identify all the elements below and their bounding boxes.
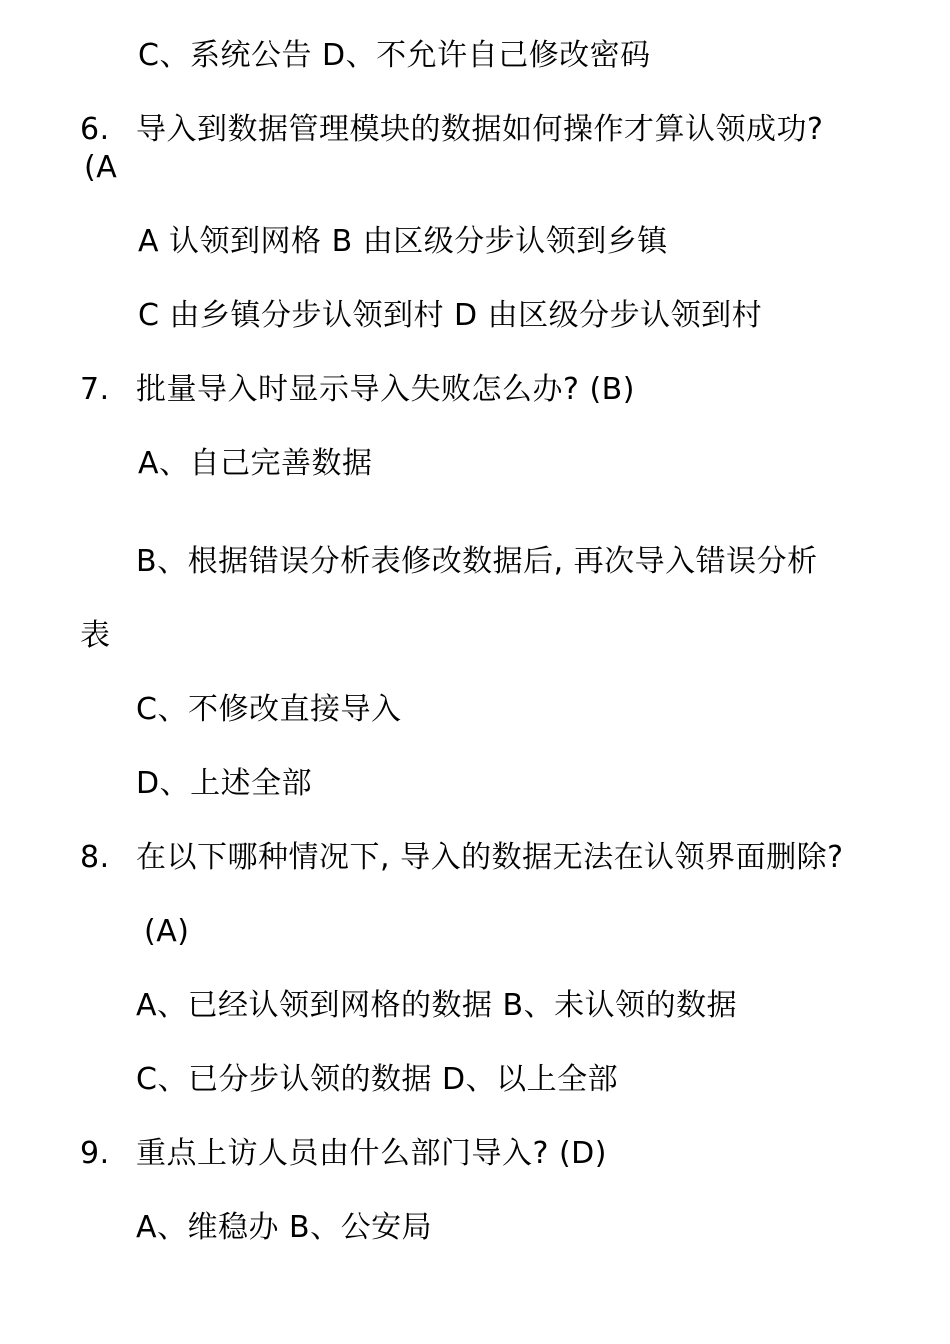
- q8-stem: 在以下哪种情况下, 导入的数据无法在认领界面删除?: [136, 840, 844, 875]
- q9-number: 9.: [80, 1136, 110, 1171]
- q6-answer: (A: [84, 150, 118, 185]
- q8-question: [80, 840, 844, 876]
- q7-number: 7.: [80, 372, 110, 407]
- q7-option-d: D、上述全部: [136, 766, 313, 801]
- q6-stem: 导入到数据管理模块的数据如何操作才算认领成功?: [136, 112, 824, 147]
- q9-question: [80, 1136, 607, 1172]
- q7-option-c: C、不修改直接导入: [136, 692, 402, 727]
- q6-option-cd: C 由乡镇分步认领到村 D 由区级分步认领到村: [138, 298, 763, 333]
- q7-option-b-line2: 表: [80, 618, 111, 653]
- q6-question: [80, 112, 823, 148]
- q7-stem: 批量导入时显示导入失败怎么办? (B): [136, 372, 635, 407]
- q6-option-ab: A 认领到网格 B 由区级分步认领到乡镇: [138, 224, 668, 259]
- q8-answer: (A): [144, 914, 190, 949]
- q7-question: [80, 372, 635, 408]
- q7-option-a: A、自己完善数据: [138, 446, 373, 481]
- q8-option-ab: A、已经认领到网格的数据 B、未认领的数据: [136, 988, 738, 1023]
- q6-number: 6.: [80, 112, 110, 147]
- q9-stem: 重点上访人员由什么部门导入? (D): [136, 1136, 607, 1171]
- q7-option-b-line1: B、根据错误分析表修改数据后, 再次导入错误分析: [136, 544, 818, 579]
- q9-option-ab: A、维稳办 B、公安局: [136, 1210, 433, 1245]
- q5-option-cd: C、系统公告 D、不允许自己修改密码: [138, 38, 651, 73]
- q8-number: 8.: [80, 840, 110, 875]
- q8-option-cd: C、已分步认领的数据 D、以上全部: [136, 1062, 619, 1097]
